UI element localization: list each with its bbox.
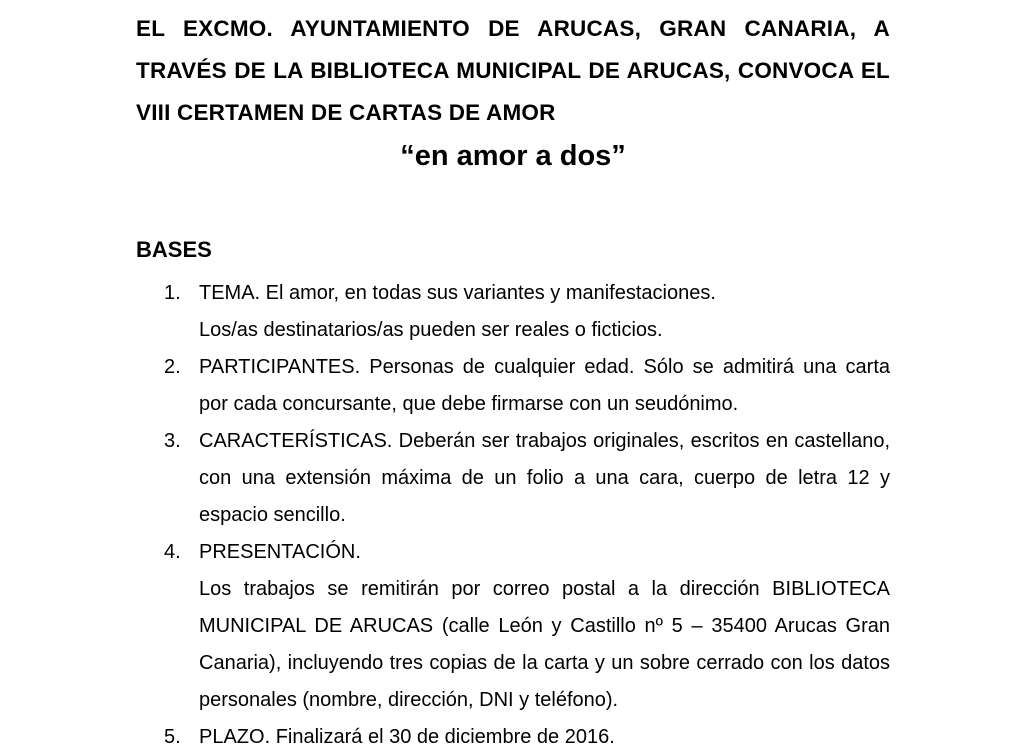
base-text: TEMA. El amor, en todas sus variantes y manifestaciones. <box>199 282 716 304</box>
base-item-tema <box>164 275 890 349</box>
base-text: PRESENTACIÓN. <box>199 541 361 563</box>
bases-list <box>164 275 890 756</box>
base-item-presentacion <box>164 534 890 719</box>
base-item-plazo <box>164 719 890 756</box>
document-subtitle: “en amor a dos” <box>400 140 626 172</box>
base-text: PARTICIPANTES. Personas de cualquier edad. Sólo se admitirá una carta por cada concursante, que debe firmarse con un seudónimo. <box>199 356 890 415</box>
base-number: 2. <box>164 356 181 378</box>
base-item-caracteristicas <box>164 423 890 534</box>
base-extra-text: Los/as destinatarios/as pueden ser reales o ficticios. <box>199 319 663 341</box>
document-heading: EL EXCMO. AYUNTAMIENTO DE ARUCAS, GRAN CANARIA, A TRAVÉS DE LA BIBLIOTECA MUNICIPAL DE ARUCAS, CONVOCA EL VIII CERTAMEN DE CARTAS DE AMOR <box>136 16 890 125</box>
base-number: 3. <box>164 430 181 452</box>
base-extra-text: Los trabajos se remitirán por correo postal a la dirección BIBLIOTECA MUNICIPAL DE ARUCAS (calle León y Castillo nº 5 – 35400 Arucas Gran Canaria), incluyendo tres copias de la carta y un sobre cerrado con los datos personales (nombre, dirección, DNI y teléfono). <box>199 578 890 711</box>
base-text: PLAZO. Finalizará el 30 de diciembre de 2016. <box>199 726 615 748</box>
section-title-bases: BASES <box>136 237 212 262</box>
base-text: CARACTERÍSTICAS. Deberán ser trabajos originales, escritos en castellano, con una extensión máxima de un folio a una cara, cuerpo de letra 12 y espacio sencillo. <box>199 430 890 526</box>
base-item-participantes <box>164 349 890 423</box>
base-number: 4. <box>164 541 181 563</box>
base-number: 1. <box>164 282 181 304</box>
base-number: 5. <box>164 726 181 748</box>
